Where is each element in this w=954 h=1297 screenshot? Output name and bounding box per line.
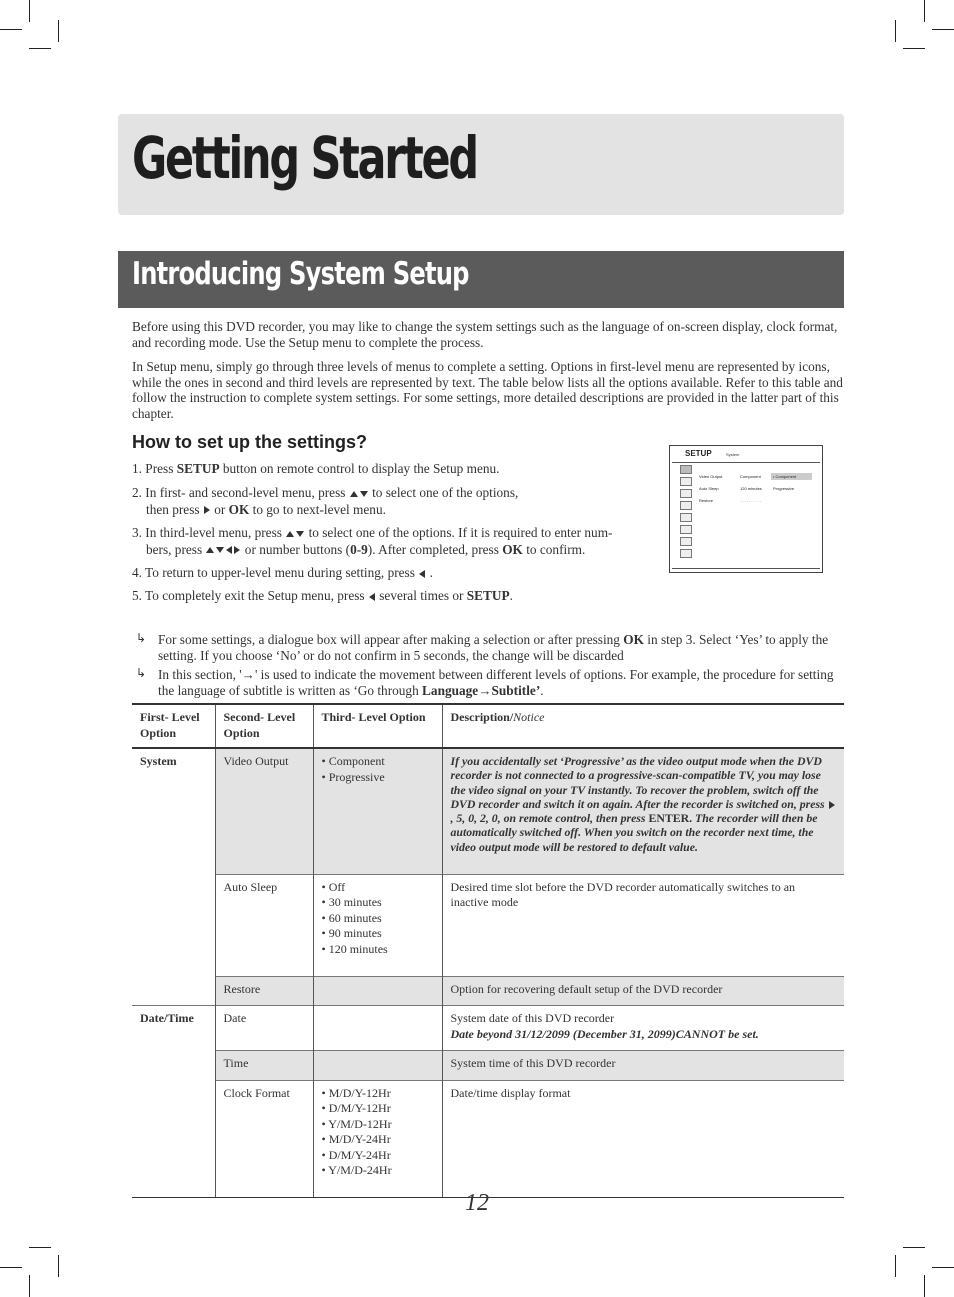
- crop-mark: [895, 20, 896, 42]
- cell-video-options: • Component • Progressive: [313, 748, 442, 874]
- cell-clock-options: • M/D/Y-12Hr • D/M/Y-12Hr • Y/M/D-12Hr • M/D/Y-24Hr • D/M/Y-24Hr • Y/M/D-24Hr: [313, 1080, 442, 1197]
- note-icon: ↳: [136, 631, 147, 645]
- thumb-icon-column: [680, 465, 692, 561]
- section-title: Introducing System Setup: [132, 256, 469, 292]
- cell-system: System: [140, 754, 177, 768]
- crop-mark: [29, 1247, 51, 1248]
- table-header-row: [132, 704, 844, 748]
- divider: [672, 568, 820, 569]
- table-row: [132, 874, 844, 976]
- crop-mark: [924, 0, 925, 22]
- cell-datetime: Date/Time: [132, 1006, 215, 1051]
- cell-time-desc: System time of this DVD recorder: [442, 1051, 844, 1081]
- table-row: [132, 976, 844, 1006]
- divider: [672, 462, 820, 463]
- cell-restore-desc: Option for recovering default setup of the DVD recorder: [442, 976, 844, 1006]
- left-arrow-icon: [226, 546, 232, 554]
- cell-auto-sleep-desc: Desired time slot before the DVD recorder automatically switches to an inactive mode: [442, 874, 844, 976]
- step-2: 2. In first- and second-level menu, press to select one of the options, then press or OK to go to next-level menu.: [132, 485, 519, 517]
- crop-mark: [903, 48, 925, 49]
- cell-video-desc: If you accidentally set ‘Progressive’ as the video output mode when the DVD recorder is not connected to a progressive-scan-compatible TV, you may lose the video signal on your TV instantly. To recover the problem, switch off the DVD recorder and switch it on again. After the recorder is switched on, press , 5, 0, 2, 0, on remote control, then press ENTER. The recorder will then be automatically switched off. When you switch on the recorder next time, the video output mode will be restored to default value.: [442, 748, 844, 874]
- crop-mark: [58, 20, 59, 42]
- crop-mark: [924, 1275, 925, 1297]
- note-item: ↳ For some settings, a dialogue box will appear after making a selection or after pressing OK in step 3. Select ‘Yes’ to apply the setting. If you choose ‘No’ or do not confirm in 5 seconds, the change will be discarded: [136, 631, 829, 663]
- thumb-third-level: Component 120 minutes . . . . . . . . . .: [740, 474, 762, 503]
- cell-auto-sleep-options: • Off • 30 minutes • 60 minutes • 90 minutes • 120 minutes: [313, 874, 442, 976]
- page-title: Getting Started: [132, 124, 477, 192]
- up-arrow-icon: [286, 531, 294, 537]
- table-row: [132, 1006, 844, 1051]
- chapter-banner: [118, 114, 844, 215]
- audio-icon: [680, 525, 692, 534]
- cell-empty: [132, 976, 215, 1006]
- section-header: [118, 251, 844, 308]
- cell-clock-format: Clock Format: [215, 1080, 313, 1197]
- crop-mark: [58, 1255, 59, 1277]
- lock-icon: [680, 537, 692, 546]
- step-1: 1. Press SETUP button on remote control to display the Setup menu.: [132, 461, 500, 476]
- thumb-subtitle: System: [726, 452, 740, 457]
- crop-mark: [932, 29, 954, 30]
- crop-mark: [932, 1267, 954, 1268]
- cell-date-desc: System date of this DVD recorder Date beyond 31/12/2099 (December 31, 2099)CANNOT be set.: [442, 1006, 844, 1051]
- cell-empty: [313, 1006, 442, 1051]
- cell-date: Date: [215, 1006, 313, 1051]
- exit-icon: [680, 549, 692, 558]
- left-arrow-icon: [369, 593, 375, 601]
- crop-mark: [895, 1255, 896, 1277]
- crop-mark: [29, 48, 51, 49]
- header-description: Description/Notice: [442, 704, 844, 748]
- tv-icon: [680, 477, 692, 486]
- crop-mark: [29, 1275, 30, 1297]
- page-number: 12: [465, 1190, 489, 1216]
- cell-restore: Restore: [215, 976, 313, 1006]
- record-icon: [680, 501, 692, 510]
- cell-clock-desc: Date/time display format: [442, 1080, 844, 1197]
- crop-mark: [0, 1267, 22, 1268]
- cell-empty: [132, 874, 215, 976]
- table-row: [132, 1051, 844, 1081]
- right-arrow-icon: [829, 801, 835, 809]
- thumb-options: • Component Progressive: [773, 474, 797, 491]
- up-arrow-icon: [206, 547, 214, 553]
- cell-empty: [313, 976, 442, 1006]
- system-icon: [680, 465, 692, 474]
- down-arrow-icon: [296, 531, 304, 537]
- step-3: 3. In third-level menu, press to select one of the options. If it is required to enter num- bers, press or number buttons (0-9). After completed, press OK to confirm.: [132, 525, 613, 557]
- crop-mark: [903, 1247, 925, 1248]
- header-third-level: Third- Level Option: [313, 704, 442, 748]
- step-5: 5. To completely exit the Setup menu, press several times or SETUP.: [132, 588, 513, 603]
- howto-heading: How to set up the settings?: [132, 432, 368, 452]
- left-arrow-icon: [419, 570, 425, 578]
- crop-mark: [29, 0, 30, 22]
- crop-mark: [0, 29, 22, 30]
- cell-empty: [132, 1051, 215, 1081]
- note-item: ↳ In this section, '→' is used to indicate the movement between different levels of options. For example, the procedure for setting the language of subtitle is written as ‘Go through Language→Subtitle’.: [136, 666, 834, 698]
- right-arrow-icon: [234, 546, 240, 554]
- cell-empty: [132, 1080, 215, 1197]
- table-row: [132, 1080, 844, 1197]
- language-icon: [680, 513, 692, 522]
- cell-auto-sleep: Auto Sleep: [215, 874, 313, 976]
- down-arrow-icon: [216, 547, 224, 553]
- cell-video-output: Video Output: [215, 748, 313, 874]
- thumb-second-level: Video Output Auto Sleep Restore: [699, 474, 723, 503]
- cell-empty: [313, 1051, 442, 1081]
- setup-menu-screenshot: [669, 445, 823, 573]
- notes-block: [132, 632, 844, 702]
- table-row: [132, 748, 844, 874]
- down-arrow-icon: [360, 491, 368, 497]
- up-arrow-icon: [350, 491, 358, 497]
- note-icon: ↳: [136, 666, 147, 680]
- thumb-title: SETUP: [685, 449, 712, 458]
- step-4: 4. To return to upper-level menu during setting, press .: [132, 565, 433, 580]
- header-first-level: First- Level Option: [132, 704, 215, 748]
- header-second-level: Second- Level Option: [215, 704, 313, 748]
- right-arrow-icon: [204, 506, 210, 514]
- disc-icon: [680, 489, 692, 498]
- intro-paragraph-1: Before using this DVD recorder, you may like to change the system settings such as the language of on-screen display, clock format, and recording mode. Use the Setup menu to complete the process.: [132, 319, 838, 350]
- cell-time: Time: [215, 1051, 313, 1081]
- options-table: [132, 703, 844, 1198]
- intro-paragraph-2: In Setup menu, simply go through three levels of menus to complete a setting. Options in first-level menu are represented by icons, while the ones in second and third levels are represented by text. The table below lists all the options available. Refer to this table and follow the instruction to complete system settings. For some settings, more detailed descriptions are provided in the latter part of this chapter.: [132, 359, 843, 421]
